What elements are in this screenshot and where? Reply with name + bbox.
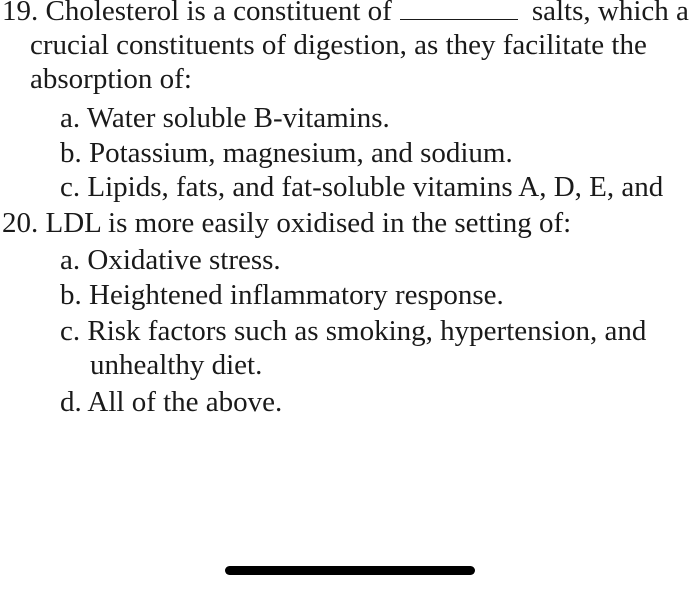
- question-19-line-1: [2, 0, 689, 28]
- question-stem: salts, which a: [531, 0, 689, 27]
- question-20-line-1: [2, 206, 571, 240]
- option-20-d: [60, 385, 282, 419]
- home-indicator-bar[interactable]: [225, 566, 475, 575]
- question-stem: LDL is more easily oxidised in the setting of:: [45, 207, 572, 239]
- question-number: 19.: [2, 0, 39, 27]
- option-letter: b.: [60, 137, 82, 169]
- option-text: Risk factors such as smoking, hypertension, and: [87, 315, 647, 347]
- option-text: Heightened inflammatory response.: [89, 279, 504, 311]
- option-letter: d.: [60, 386, 82, 418]
- option-20-b: [60, 278, 504, 312]
- option-text: All of the above.: [87, 386, 283, 418]
- option-text: Water soluble B-vitamins.: [86, 102, 390, 134]
- option-letter: a.: [60, 102, 81, 134]
- option-text: Lipids, fats, and fat-soluble vitamins A, D, E, and: [87, 171, 664, 203]
- option-20-c: [60, 314, 646, 348]
- option-letter: c.: [60, 315, 81, 347]
- option-letter: a.: [60, 244, 81, 276]
- fill-in-blank: [400, 0, 518, 20]
- question-stem: Cholesterol is a constituent of: [45, 0, 392, 27]
- option-19-a: [60, 101, 390, 135]
- option-text: Potassium, magnesium, and sodium.: [89, 137, 513, 169]
- option-19-c: [60, 170, 663, 204]
- question-number: 20.: [2, 207, 39, 239]
- option-letter: b.: [60, 279, 82, 311]
- option-20-a: [60, 243, 281, 277]
- option-19-b: [60, 136, 513, 170]
- option-20-c-continuation: unhealthy diet.: [90, 349, 263, 381]
- option-text: Oxidative stress.: [87, 244, 281, 276]
- question-19-line-2: crucial constituents of digestion, as they facilitate the: [30, 29, 647, 61]
- question-19-line-3: absorption of:: [30, 63, 192, 95]
- option-letter: c.: [60, 171, 81, 203]
